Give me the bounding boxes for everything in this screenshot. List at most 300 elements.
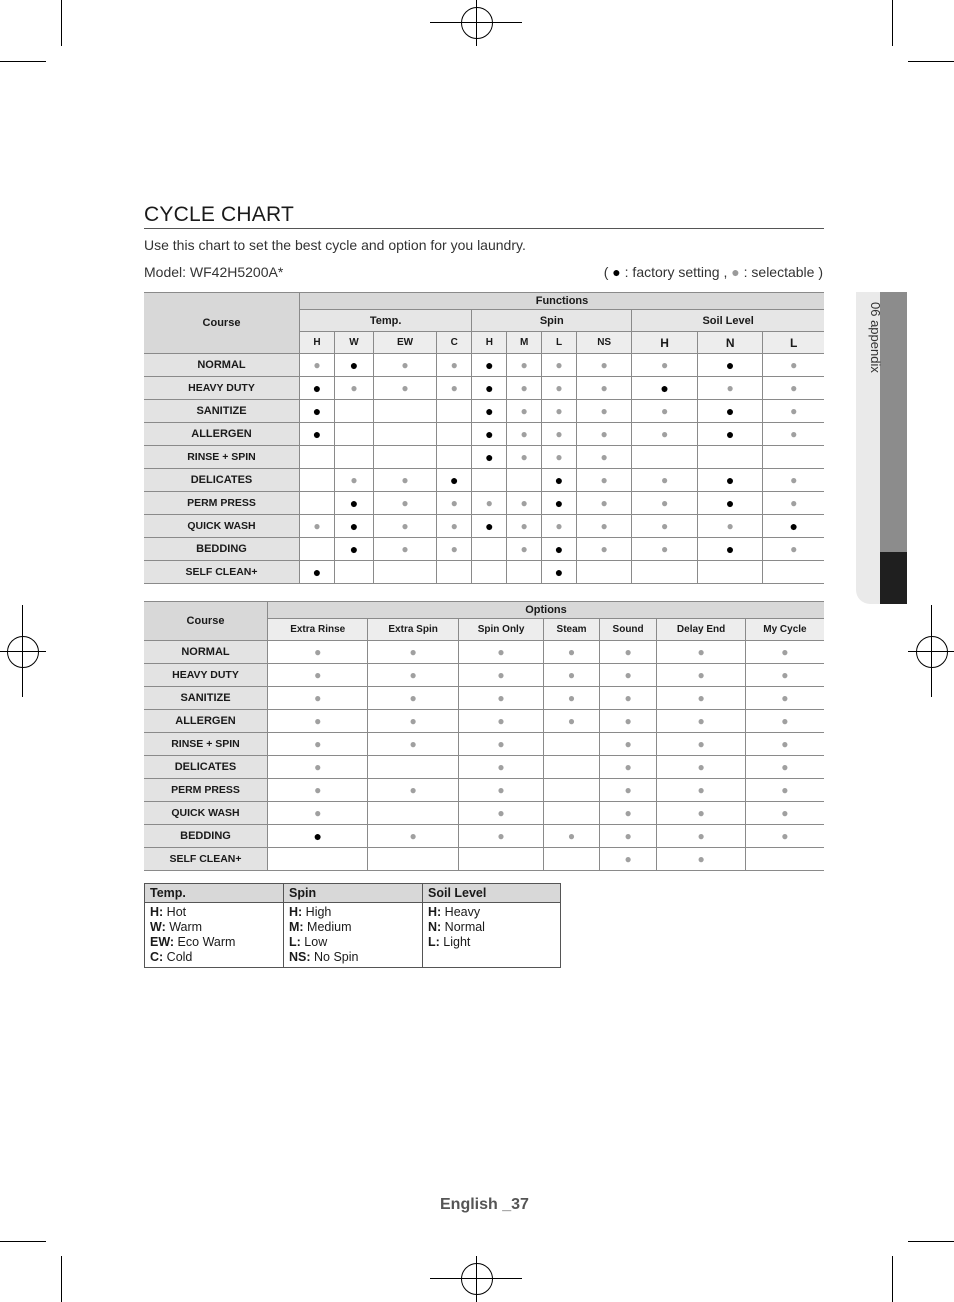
table-row [144, 446, 824, 469]
option-dot-cell: ● [458, 779, 543, 802]
option-dot-cell: ● [657, 756, 745, 779]
option-dot-cell: ● [745, 733, 824, 756]
setting-dot-cell: ● [577, 354, 632, 377]
option-dot-cell: ● [458, 756, 543, 779]
key-entry [428, 920, 555, 935]
course-name: SANITIZE [144, 687, 268, 710]
key-abbreviation: N: [428, 920, 442, 934]
setting-dot-cell: ● [335, 515, 374, 538]
option-dot-cell: ● [544, 641, 600, 664]
setting-dot-cell [335, 446, 374, 469]
crop-mark [908, 61, 954, 62]
setting-dot-cell: ● [697, 423, 763, 446]
option-dot-cell: ● [544, 825, 600, 848]
key-header-temp: Temp. [145, 884, 284, 903]
option-dot-cell: ● [657, 779, 745, 802]
crop-mark [61, 0, 62, 46]
option-dot-cell: ● [458, 664, 543, 687]
side-tab-gray-block [880, 292, 907, 552]
setting-dot-cell [763, 561, 824, 584]
setting-dot-cell [373, 446, 436, 469]
setting-dot-cell: ● [373, 469, 436, 492]
option-dot-cell [544, 779, 600, 802]
setting-dot-cell: ● [632, 515, 698, 538]
key-entry [150, 905, 278, 920]
option-dot-cell: ● [458, 687, 543, 710]
course-name: DELICATES [144, 469, 300, 492]
setting-dot-cell: ● [507, 446, 542, 469]
legend-selectable-text: : selectable ) [739, 264, 823, 280]
course-name: PERM PRESS [144, 492, 300, 515]
setting-dot-cell: ● [472, 400, 507, 423]
registration-circle [7, 636, 39, 668]
table-row [144, 561, 824, 584]
setting-dot-cell [335, 561, 374, 584]
setting-dot-cell: ● [472, 446, 507, 469]
table-row [144, 848, 824, 871]
setting-dot-cell: ● [437, 377, 472, 400]
setting-dot-cell: ● [577, 377, 632, 400]
course-name: DELICATES [144, 756, 268, 779]
table-row [144, 492, 824, 515]
setting-dot-cell: ● [437, 538, 472, 561]
table-row [144, 538, 824, 561]
setting-dot-cell: ● [507, 515, 542, 538]
function-subheader: EW [373, 332, 436, 354]
setting-dot-cell: ● [472, 492, 507, 515]
option-dot-cell: ● [657, 641, 745, 664]
course-name: SELF CLEAN+ [144, 561, 300, 584]
setting-dot-cell: ● [373, 377, 436, 400]
function-subheader: L [541, 332, 576, 354]
course-header: Course [144, 293, 300, 354]
setting-dot-cell [577, 561, 632, 584]
setting-dot-cell: ● [472, 423, 507, 446]
setting-dot-cell: ● [472, 377, 507, 400]
setting-dot-cell: ● [335, 492, 374, 515]
setting-dot-cell: ● [507, 492, 542, 515]
key-abbreviation: W: [150, 920, 166, 934]
crop-mark [892, 0, 893, 46]
key-column [423, 903, 561, 968]
course-name: HEAVY DUTY [144, 377, 300, 400]
setting-dot-cell: ● [335, 538, 374, 561]
setting-dot-cell: ● [697, 492, 763, 515]
option-dot-cell: ● [657, 802, 745, 825]
setting-dot-cell [300, 469, 335, 492]
option-dot-cell: ● [544, 710, 600, 733]
setting-dot-cell [697, 561, 763, 584]
setting-dot-cell: ● [763, 400, 824, 423]
option-dot-cell: ● [368, 825, 458, 848]
temp-group-header: Temp. [300, 310, 472, 332]
crop-mark [908, 1241, 954, 1242]
setting-dot-cell [335, 400, 374, 423]
setting-dot-cell: ● [763, 377, 824, 400]
option-dot-cell: ● [657, 664, 745, 687]
setting-dot-cell [300, 538, 335, 561]
key-meaning: No Spin [310, 950, 359, 964]
setting-dot-cell: ● [335, 354, 374, 377]
setting-dot-cell: ● [541, 423, 576, 446]
option-dot-cell: ● [745, 641, 824, 664]
option-subheader: My Cycle [745, 619, 824, 641]
setting-dot-cell: ● [472, 354, 507, 377]
course-name: BEDDING [144, 825, 268, 848]
setting-dot-cell: ● [472, 515, 507, 538]
function-subheader: L [763, 332, 824, 354]
setting-dot-cell: ● [541, 469, 576, 492]
setting-dot-cell: ● [697, 354, 763, 377]
option-dot-cell: ● [268, 687, 368, 710]
option-subheader: Extra Rinse [268, 619, 368, 641]
option-dot-cell: ● [599, 825, 657, 848]
functions-table [144, 292, 824, 584]
setting-dot-cell [300, 446, 335, 469]
function-subheader: N [697, 332, 763, 354]
option-subheader: Extra Spin [368, 619, 458, 641]
setting-dot-cell: ● [577, 446, 632, 469]
table-row [144, 400, 824, 423]
option-dot-cell [745, 848, 824, 871]
abbreviation-key-table [144, 883, 561, 968]
option-dot-cell: ● [458, 710, 543, 733]
setting-dot-cell: ● [577, 538, 632, 561]
key-meaning: Eco Warm [174, 935, 236, 949]
functions-header: Functions [300, 293, 825, 310]
setting-dot-cell [300, 492, 335, 515]
key-meaning: Hot [163, 905, 187, 919]
setting-dot-cell: ● [507, 400, 542, 423]
options-table [144, 601, 824, 871]
title-underline [144, 228, 824, 229]
option-dot-cell: ● [599, 687, 657, 710]
setting-dot-cell: ● [300, 423, 335, 446]
key-column [145, 903, 284, 968]
option-subheader: Spin Only [458, 619, 543, 641]
setting-dot-cell [507, 469, 542, 492]
key-entry [289, 905, 417, 920]
table-row [144, 423, 824, 446]
setting-dot-cell: ● [632, 469, 698, 492]
setting-dot-cell: ● [300, 354, 335, 377]
setting-dot-cell [437, 561, 472, 584]
option-dot-cell: ● [745, 825, 824, 848]
option-subheader: Sound [599, 619, 657, 641]
setting-dot-cell: ● [697, 538, 763, 561]
option-dot-cell [368, 802, 458, 825]
key-meaning: Heavy [441, 905, 481, 919]
key-meaning: Warm [165, 920, 203, 934]
option-dot-cell [368, 848, 458, 871]
setting-dot-cell [472, 469, 507, 492]
option-dot-cell: ● [599, 733, 657, 756]
option-dot-cell [368, 756, 458, 779]
setting-dot-cell: ● [577, 423, 632, 446]
table-row [144, 733, 824, 756]
table-row [144, 779, 824, 802]
setting-dot-cell: ● [763, 469, 824, 492]
option-dot-cell: ● [745, 664, 824, 687]
course-header: Course [144, 602, 268, 641]
option-dot-cell: ● [657, 825, 745, 848]
option-dot-cell: ● [657, 848, 745, 871]
model-number: Model: WF42H5200A* [144, 264, 284, 280]
option-dot-cell: ● [657, 733, 745, 756]
function-subheader: H [632, 332, 698, 354]
table-row [144, 710, 824, 733]
option-dot-cell: ● [599, 756, 657, 779]
function-subheader: H [472, 332, 507, 354]
crop-mark [61, 1256, 62, 1302]
intro-text: Use this chart to set the best cycle and option for you laundry. [144, 237, 526, 253]
setting-dot-cell: ● [697, 377, 763, 400]
course-name: RINSE + SPIN [144, 446, 300, 469]
setting-dot-cell: ● [763, 354, 824, 377]
course-name: RINSE + SPIN [144, 733, 268, 756]
key-abbreviation: H: [428, 905, 442, 919]
option-dot-cell: ● [599, 848, 657, 871]
setting-dot-cell: ● [541, 561, 576, 584]
setting-dot-cell: ● [541, 538, 576, 561]
table-row [144, 802, 824, 825]
option-dot-cell: ● [745, 802, 824, 825]
setting-dot-cell [472, 538, 507, 561]
setting-dot-cell: ● [763, 492, 824, 515]
option-dot-cell: ● [745, 756, 824, 779]
dot-legend [604, 264, 823, 280]
table-row [144, 756, 824, 779]
side-tab-black-block [880, 552, 907, 604]
option-dot-cell: ● [599, 641, 657, 664]
course-name: HEAVY DUTY [144, 664, 268, 687]
key-entry [428, 935, 555, 950]
factory-dot-icon: ● [612, 264, 621, 280]
function-subheader: NS [577, 332, 632, 354]
legend-factory-text: : factory setting , [620, 264, 732, 280]
setting-dot-cell: ● [697, 400, 763, 423]
setting-dot-cell [373, 561, 436, 584]
option-dot-cell: ● [544, 664, 600, 687]
table-row [144, 664, 824, 687]
option-dot-cell: ● [745, 687, 824, 710]
key-abbreviation: NS: [289, 950, 311, 964]
setting-dot-cell: ● [632, 538, 698, 561]
table-row [144, 687, 824, 710]
key-entry [150, 920, 278, 935]
option-dot-cell: ● [544, 687, 600, 710]
key-entry [289, 935, 417, 950]
course-name: QUICK WASH [144, 515, 300, 538]
setting-dot-cell [437, 446, 472, 469]
selectable-dot-icon: ● [731, 264, 740, 280]
setting-dot-cell: ● [577, 492, 632, 515]
page-footer: English _37 [440, 1196, 529, 1213]
setting-dot-cell [437, 400, 472, 423]
option-dot-cell: ● [745, 779, 824, 802]
registration-circle [916, 636, 948, 668]
key-entry [289, 920, 417, 935]
setting-dot-cell: ● [373, 515, 436, 538]
setting-dot-cell: ● [300, 561, 335, 584]
option-dot-cell: ● [458, 825, 543, 848]
option-dot-cell: ● [458, 641, 543, 664]
setting-dot-cell: ● [632, 400, 698, 423]
key-abbreviation: M: [289, 920, 304, 934]
option-subheader: Delay End [657, 619, 745, 641]
option-dot-cell [268, 848, 368, 871]
key-header-spin: Spin [284, 884, 423, 903]
setting-dot-cell: ● [541, 515, 576, 538]
setting-dot-cell: ● [373, 354, 436, 377]
setting-dot-cell: ● [300, 515, 335, 538]
options-header: Options [268, 602, 825, 619]
course-name: ALLERGEN [144, 710, 268, 733]
option-dot-cell: ● [268, 733, 368, 756]
setting-dot-cell: ● [437, 515, 472, 538]
setting-dot-cell: ● [507, 538, 542, 561]
course-name: ALLERGEN [144, 423, 300, 446]
course-name: SANITIZE [144, 400, 300, 423]
setting-dot-cell: ● [507, 354, 542, 377]
course-name: PERM PRESS [144, 779, 268, 802]
setting-dot-cell: ● [541, 354, 576, 377]
setting-dot-cell: ● [437, 492, 472, 515]
option-dot-cell: ● [268, 641, 368, 664]
function-subheader: H [300, 332, 335, 354]
key-header-soil-level: Soil Level [423, 884, 561, 903]
setting-dot-cell [373, 400, 436, 423]
table-row [144, 641, 824, 664]
option-dot-cell [544, 756, 600, 779]
key-abbreviation: H: [150, 905, 164, 919]
option-dot-cell: ● [368, 664, 458, 687]
table-row [144, 354, 824, 377]
setting-dot-cell: ● [437, 354, 472, 377]
crop-mark [0, 1241, 46, 1242]
setting-dot-cell: ● [300, 400, 335, 423]
setting-dot-cell: ● [335, 469, 374, 492]
setting-dot-cell [632, 561, 698, 584]
setting-dot-cell: ● [632, 423, 698, 446]
course-name: BEDDING [144, 538, 300, 561]
option-dot-cell: ● [368, 687, 458, 710]
course-name: SELF CLEAN+ [144, 848, 268, 871]
key-meaning: Cold [163, 950, 193, 964]
course-name: NORMAL [144, 354, 300, 377]
setting-dot-cell [763, 446, 824, 469]
key-abbreviation: L: [289, 935, 301, 949]
course-name: QUICK WASH [144, 802, 268, 825]
option-dot-cell: ● [599, 664, 657, 687]
crop-mark [0, 61, 46, 62]
option-dot-cell: ● [599, 779, 657, 802]
option-dot-cell: ● [268, 710, 368, 733]
option-dot-cell: ● [268, 825, 368, 848]
setting-dot-cell [373, 423, 436, 446]
key-meaning: Low [300, 935, 328, 949]
course-name: NORMAL [144, 641, 268, 664]
setting-dot-cell: ● [632, 354, 698, 377]
key-meaning: Light [439, 935, 471, 949]
crop-mark [892, 1256, 893, 1302]
option-dot-cell: ● [268, 756, 368, 779]
setting-dot-cell: ● [541, 446, 576, 469]
setting-dot-cell: ● [697, 469, 763, 492]
option-dot-cell: ● [458, 802, 543, 825]
option-dot-cell: ● [368, 710, 458, 733]
key-entry [428, 905, 555, 920]
option-dot-cell: ● [368, 733, 458, 756]
setting-dot-cell: ● [437, 469, 472, 492]
option-dot-cell: ● [458, 733, 543, 756]
setting-dot-cell [632, 446, 698, 469]
setting-dot-cell: ● [335, 377, 374, 400]
function-subheader: C [437, 332, 472, 354]
setting-dot-cell: ● [577, 469, 632, 492]
option-dot-cell: ● [268, 779, 368, 802]
key-entry [289, 950, 417, 965]
table-row [144, 469, 824, 492]
option-dot-cell: ● [657, 687, 745, 710]
option-dot-cell: ● [368, 779, 458, 802]
registration-circle [461, 1263, 493, 1295]
setting-dot-cell [437, 423, 472, 446]
option-dot-cell [544, 848, 600, 871]
setting-dot-cell: ● [632, 492, 698, 515]
setting-dot-cell: ● [577, 400, 632, 423]
option-dot-cell: ● [745, 710, 824, 733]
key-meaning: Medium [303, 920, 352, 934]
key-meaning: Normal [441, 920, 485, 934]
setting-dot-cell: ● [507, 377, 542, 400]
registration-circle [461, 7, 493, 39]
soil-level-group-header: Soil Level [632, 310, 824, 332]
table-row [144, 825, 824, 848]
setting-dot-cell: ● [763, 423, 824, 446]
setting-dot-cell [697, 446, 763, 469]
option-subheader: Steam [544, 619, 600, 641]
option-dot-cell: ● [268, 664, 368, 687]
setting-dot-cell: ● [541, 492, 576, 515]
option-dot-cell [458, 848, 543, 871]
page-title: CYCLE CHART [144, 203, 295, 226]
option-dot-cell [544, 733, 600, 756]
setting-dot-cell: ● [541, 377, 576, 400]
setting-dot-cell [507, 561, 542, 584]
setting-dot-cell: ● [507, 423, 542, 446]
option-dot-cell [544, 802, 600, 825]
setting-dot-cell: ● [763, 538, 824, 561]
key-abbreviation: EW: [150, 935, 175, 949]
setting-dot-cell [335, 423, 374, 446]
key-abbreviation: L: [428, 935, 440, 949]
function-subheader: W [335, 332, 374, 354]
setting-dot-cell [472, 561, 507, 584]
key-entry [150, 935, 278, 950]
option-dot-cell: ● [599, 710, 657, 733]
key-meaning: High [302, 905, 332, 919]
key-abbreviation: H: [289, 905, 303, 919]
table-row [144, 515, 824, 538]
setting-dot-cell: ● [541, 400, 576, 423]
setting-dot-cell: ● [373, 492, 436, 515]
function-subheader: M [507, 332, 542, 354]
key-abbreviation: C: [150, 950, 164, 964]
option-dot-cell: ● [657, 710, 745, 733]
spin-group-header: Spin [472, 310, 632, 332]
setting-dot-cell: ● [697, 515, 763, 538]
